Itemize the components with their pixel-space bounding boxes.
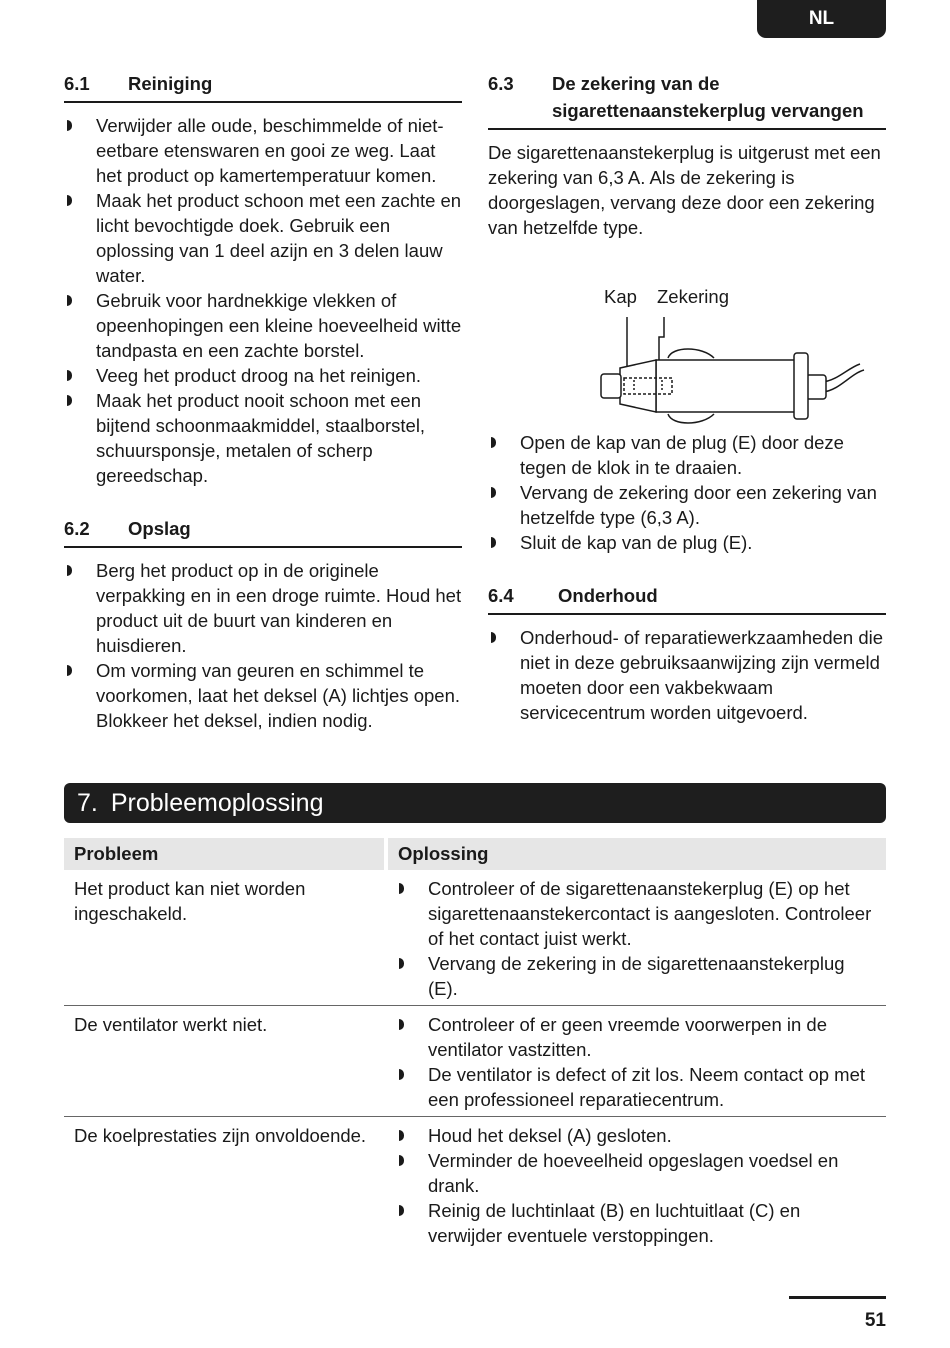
solution-cell	[386, 1006, 886, 1117]
footer-rule	[789, 1296, 886, 1299]
problem-cell: Het product kan niet worden ingeschakeld.	[64, 870, 386, 1006]
problem-cell: De koelprestaties zijn onvoldoende.	[74, 1125, 367, 1146]
maintenance-list	[488, 625, 886, 725]
left-column	[64, 70, 462, 733]
section-6-3-heading	[488, 70, 886, 130]
list-item: Berg het product op in de originele verpakking en in een droge ruimte. Houd het product uit de buurt van kinderen en huisdieren.	[64, 558, 462, 658]
section-title: Onderhoud	[558, 585, 658, 606]
problem-cell: De ventilator werkt niet.	[64, 1006, 386, 1117]
list-item: Gebruik voor hardnekkige vlekken of opeenhopingen een kleine hoeveelheid witte tandpasta en een zachte borstel.	[64, 288, 462, 363]
solution-list	[396, 1123, 876, 1248]
list-item: Sluit de kap van de plug (E).	[488, 530, 886, 555]
chapter-title: Probleemoplossing	[110, 788, 324, 817]
list-item: Reinig de luchtinlaat (B) en luchtuitlaat (C) en verwijder eventuele verstoppingen.	[396, 1198, 876, 1248]
list-item: Controleer of er geen vreemde voorwerpen in de ventilator vastzitten.	[396, 1012, 876, 1062]
cleaning-list	[64, 113, 462, 488]
section-6-2-heading	[64, 515, 462, 548]
chapter-7-heading	[64, 783, 886, 823]
plug-figure	[488, 240, 886, 440]
list-item: Controleer of de sigarettenaanstekerplug (E) op het sigarettenaanstekercontact is aangesloten. Controleer of het contact juist werkt.	[396, 876, 876, 951]
section-number: 6.1	[64, 73, 90, 94]
solution-list	[396, 1012, 876, 1112]
section-number: 6.2	[64, 518, 90, 539]
list-item: Vervang de zekering door een zekering van hetzelfde type (6,3 A).	[488, 480, 886, 530]
section-title: Reiniging	[128, 73, 213, 94]
list-item: Houd het deksel (A) gesloten.	[396, 1123, 876, 1148]
list-item: Onderhoud- of reparatiewerkzaamheden die niet in deze gebruiksaanwijzing zijn vermeld moeten door een vakbekwaam servicecentrum worden uitgevoerd.	[488, 625, 886, 725]
section-6-1-heading	[64, 70, 462, 103]
storage-list	[64, 558, 462, 733]
list-item: Maak het product schoon met een zachte en licht bevochtigde doek. Gebruik een oplossing van 1 deel azijn en 3 delen lauw water.	[64, 188, 462, 288]
column-header-problem: Probleem	[64, 838, 386, 870]
right-column	[488, 70, 886, 725]
section-6-4-heading	[488, 582, 886, 615]
language-tab: NL	[757, 0, 886, 38]
column-header-solution: Oplossing	[386, 838, 886, 870]
section-number: 6.4	[488, 585, 514, 606]
list-item: Maak het product nooit schoon met een bijtend schoonmaakmiddel, staalborstel, schuursponsje, metalen of scherp gereedschap.	[64, 388, 462, 488]
fuse-intro: De sigarettenaanstekerplug is uitgerust met een zekering van 6,3 A. Als de zekering is doorgeslagen, vervang deze door een zekering van hetzelfde type.	[488, 142, 881, 238]
table-row	[64, 1006, 886, 1117]
section-number: 6.3	[488, 73, 514, 94]
list-item: Open de kap van de plug (E) door deze tegen de klok in te draaien.	[488, 430, 886, 480]
list-item: De ventilator is defect of zit los. Neem contact op met een professioneel reparatiecentrum.	[396, 1062, 876, 1112]
fuse-label: Zekering	[657, 286, 729, 307]
solution-list	[396, 876, 876, 1001]
list-item: Veeg het product droog na het reinigen.	[64, 363, 462, 388]
list-item: Om vorming van geuren en schimmel te voorkomen, laat het deksel (A) lichtjes open. Blokkeer het deksel, indien nodig.	[64, 658, 462, 733]
list-item: Vervang de zekering in de sigarettenaanstekerplug (E).	[396, 951, 876, 1001]
section-title: De zekering van de sigarettenaanstekerplug vervangen	[552, 73, 864, 121]
table-header-row	[64, 838, 886, 870]
list-item: Verminder de hoeveelheid opgeslagen voedsel en drank.	[396, 1148, 876, 1198]
section-title: Opslag	[128, 518, 191, 539]
solution-cell	[386, 870, 886, 1006]
fuse-steps-list	[488, 430, 886, 555]
table-row	[64, 1117, 886, 1253]
chapter-number: 7.	[77, 788, 98, 817]
page-number: 51	[864, 1310, 886, 1331]
table-row	[64, 870, 886, 1006]
list-item: Verwijder alle oude, beschimmelde of niet-eetbare etenswaren en gooi ze weg. Laat het product op kamertemperatuur komen.	[64, 113, 462, 188]
plug-diagram-icon	[488, 240, 886, 440]
troubleshooting-table	[64, 838, 886, 1252]
solution-cell	[386, 1117, 886, 1253]
cap-label: Kap	[604, 286, 637, 307]
